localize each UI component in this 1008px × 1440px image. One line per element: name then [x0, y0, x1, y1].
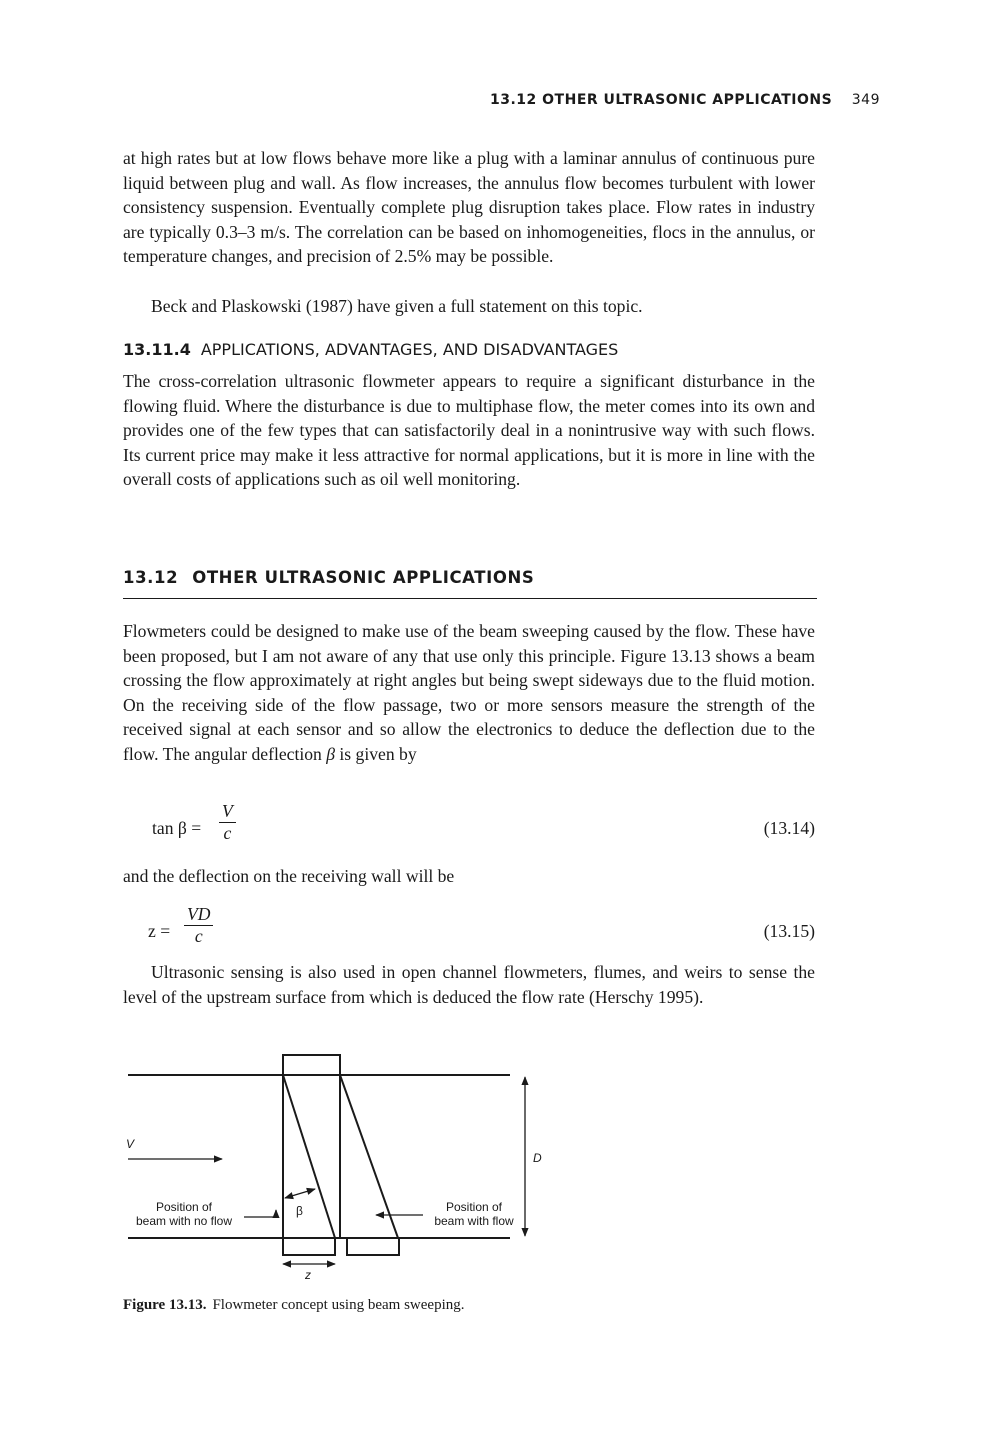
equation-13-15: [0, 903, 815, 963]
equation-numerator: V: [219, 800, 236, 823]
equation-denominator: c: [223, 823, 232, 843]
figure-13-13: [0, 1040, 1008, 1300]
receiver-no-flow: [283, 1238, 335, 1255]
paragraph-plug-flow: at high rates but at low flows behave more like a plug with a laminar annulus of continuous pure liquid between plug and wall. As flow increases, the annulus flow becomes turbulent with lower consistency suspension. Eventually complete plug disruption takes place. Flow rates in industry are typically 0.3–3 m/s. The correlation can be based on inhomogeneities, flocs in the annulus, or temperature changes, and precision of 2.5% may be possible.: [123, 148, 815, 267]
section-heading: [123, 568, 817, 599]
beta-label: β: [296, 1204, 303, 1218]
section-number: 13.12: [123, 568, 179, 587]
no-flow-label-line2: beam with no flow: [135, 1214, 233, 1228]
beta-arrow: [285, 1189, 315, 1198]
equation-lhs: tan β =: [152, 818, 202, 838]
section-title: OTHER ULTRASONIC APPLICATIONS: [192, 568, 535, 587]
with-flow-label-line1: Position of: [445, 1200, 503, 1214]
subsection-heading: [123, 340, 618, 359]
with-flow-label: [424, 1200, 524, 1228]
running-head: [470, 92, 880, 116]
no-flow-pointer: [244, 1210, 276, 1217]
paragraph-deflection: and the deflection on the receiving wall will be: [123, 866, 455, 886]
equation-fraction: [219, 800, 236, 843]
beta-symbol: β: [326, 743, 336, 764]
equation-number: (13.14): [763, 818, 815, 838]
subsection-title: APPLICATIONS, ADVANTAGES, AND DISADVANTAGES: [200, 340, 619, 359]
no-flow-label-line1: Position of: [155, 1200, 213, 1214]
equation-13-14: [0, 800, 815, 860]
paragraph-beck-reference: Beck and Plaskowski (1987) have given a full statement on this topic.: [151, 296, 643, 316]
equation-numerator: VD: [184, 903, 213, 926]
diameter-label: D: [533, 1151, 542, 1165]
figure-caption: [123, 1297, 465, 1314]
subsection-number: 13.11.4: [123, 340, 191, 359]
paragraph-beam-sweeping: [123, 619, 815, 767]
caption-label: Figure 13.13.: [123, 1297, 207, 1313]
equation-number: (13.15): [763, 921, 815, 941]
equation-fraction: [184, 903, 213, 946]
equation-lhs: z =: [148, 921, 171, 941]
deflection-label: z: [305, 1268, 311, 1282]
paragraph-open-channel: Ultrasonic sensing is also used in open channel flowmeters, flumes, and weirs to sense the level of the upstream surface from which is deduced the flow rate (Herschy 1995).: [123, 962, 815, 1007]
page-number: 349: [851, 92, 880, 108]
paragraph-cross-correlation: The cross-correlation ultrasonic flowmeter appears to require a significant disturbance in the flowing fluid. Where the disturbance is due to multiphase flow, the meter comes into its own and provides one of the few types that can satisfactorily deal in a nonintrusive way with such flows. Its current price may make it less attractive for normal applications, but it is more in line with the overall costs of applications such as oil well monitoring.: [123, 371, 815, 490]
receiver-with-flow: [347, 1238, 399, 1255]
transmitter-housing: [283, 1055, 340, 1075]
paragraph-beam-sweeping-text: Flowmeters could be designed to make use of the beam sweeping caused by the flow. These have been proposed, but I am not aware of any that use only this principle. Figure 13.13 shows a beam crossing the flow approximately at right angles but being swept sideways due to the fluid motion. On the receiving side of the flow passage, two or more sensors measure the strength of the received signal at each sensor and so allow the electronics to deduce the deflection due to the flow. The angular deflection: [123, 621, 815, 764]
no-flow-label: [124, 1200, 244, 1228]
running-head-title: 13.12 OTHER ULTRASONIC APPLICATIONS: [490, 92, 833, 108]
caption-text: Flowmeter concept using beam sweeping.: [212, 1297, 465, 1313]
velocity-label: V: [126, 1137, 135, 1151]
with-flow-label-line2: beam with flow: [434, 1214, 514, 1228]
paragraph-beam-sweeping-end: is given by: [335, 743, 417, 764]
equation-denominator: c: [194, 926, 203, 946]
beam-sweeping-diagram: [0, 1040, 1008, 1300]
swept-beam-left-edge: [283, 1075, 335, 1238]
swept-beam-right-edge: [340, 1075, 398, 1238]
